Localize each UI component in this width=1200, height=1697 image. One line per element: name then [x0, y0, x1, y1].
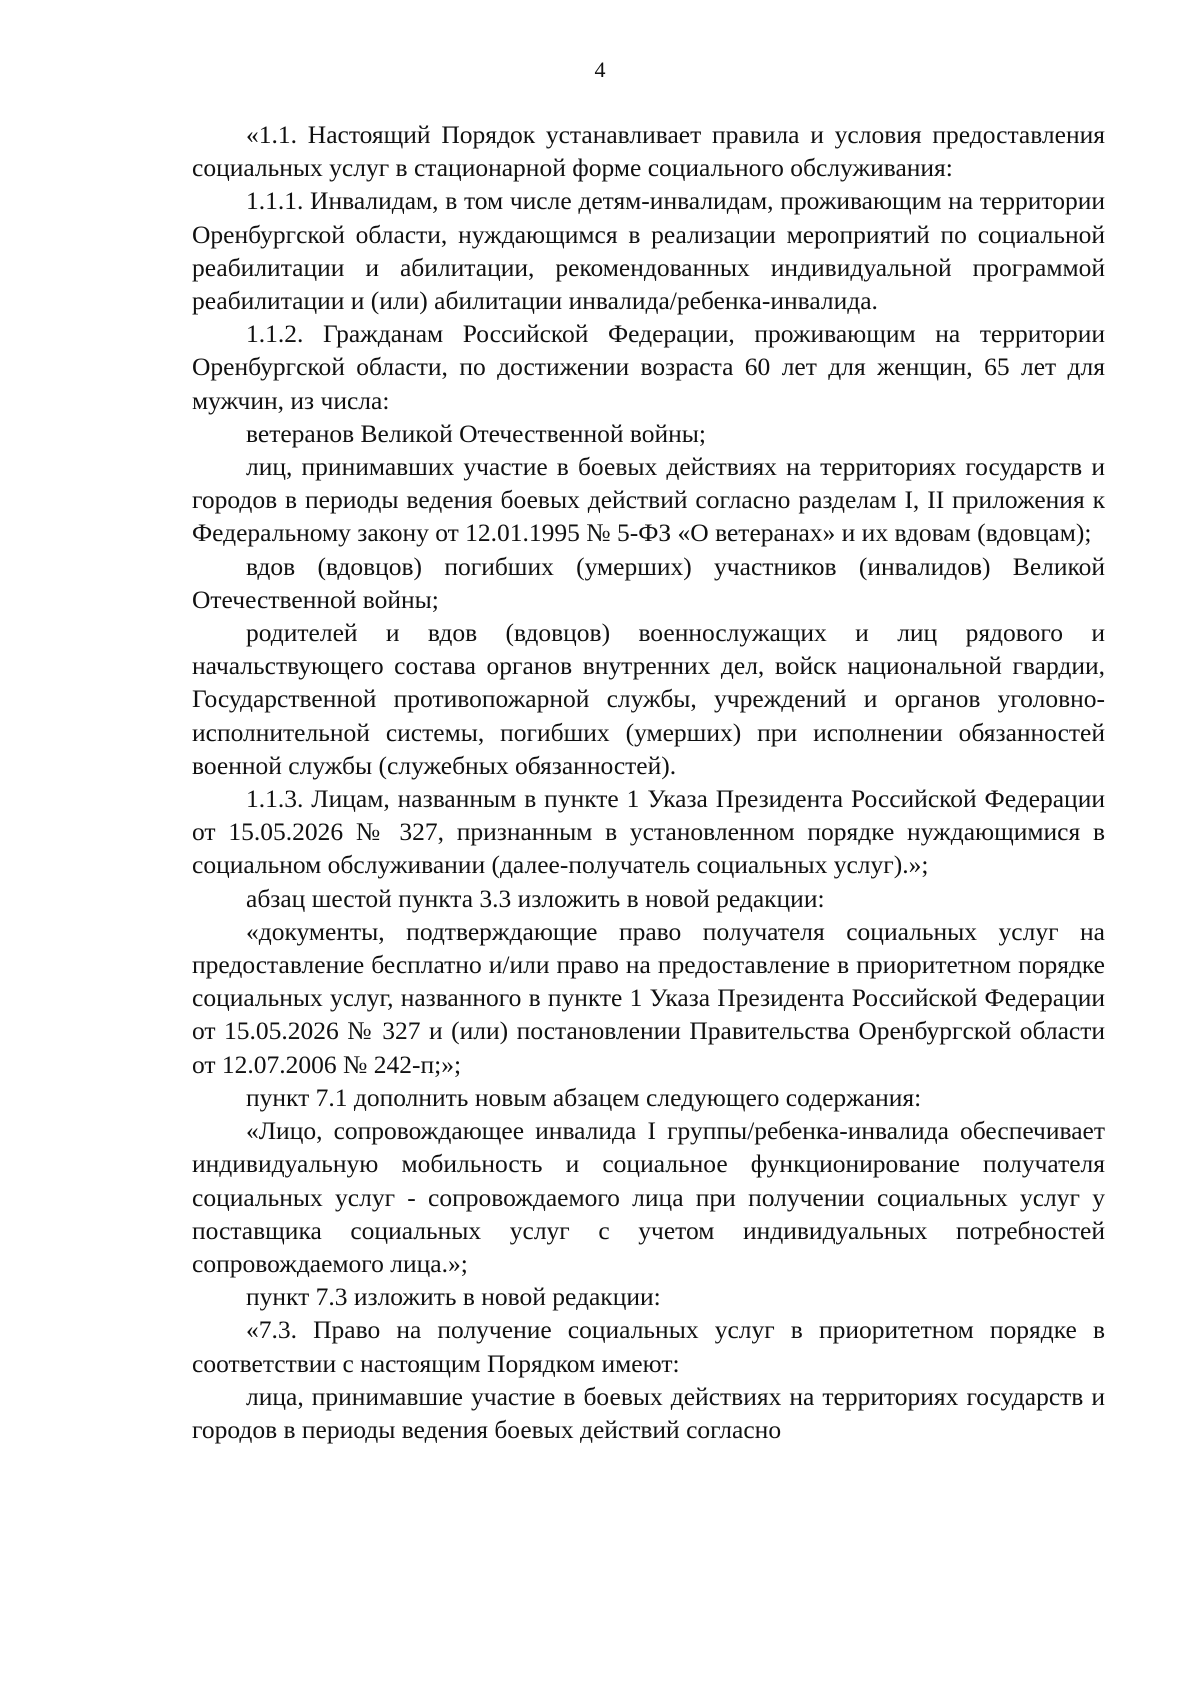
paragraph-1-1-3: 1.1.3. Лицам, названным в пункте 1 Указа Президента Российской Федерации от 15.05.2026 № 327, признанным в установленном порядке нуждающимися в социальном обслуживании (далее-получатель социальных услуг).»;: [192, 784, 1105, 880]
paragraph-1-1-2: 1.1.2. Гражданам Российской Федерации, проживающим на территории Оренбургской области, по достижении возраста 60 лет для женщин, 65 лет для мужчин, из числа:: [192, 319, 1105, 415]
amendment-instruction-7-3: пункт 7.3 изложить в новой редакции:: [246, 1282, 661, 1312]
page-number: 4: [594, 57, 606, 82]
amendment-instruction-3-3: абзац шестой пункта 3.3 изложить в новой редакции:: [246, 883, 825, 913]
paragraph-1-1-1: 1.1.1. Инвалидам, в том числе детям-инвалидам, проживающим на территории Оренбургской области, нуждающимся в реализации мероприятий по социальной реабилитации и абилитации, рекомендованных индивидуальной программой реабилитации и (или) абилитации инвалида/ребенка-инвалида.: [192, 186, 1105, 316]
amendment-text-3-3: «документы, подтверждающие право получателя социальных услуг на предоставление бесплатно и/или право на предоставление в приоритетном порядке социальных услуг, названного в пункте 1 Указа Президента Российской Федерации от 15.05.2026 № 327 и (или) постановлении Правительства Оренбургской области от 12.07.2006 № 242-п;»;: [192, 916, 1105, 1079]
list-item-widows-of-veterans: вдов (вдовцов) погибших (умерших) участников (инвалидов) Великой Отечественной войны;: [192, 551, 1105, 614]
amendment-instruction-7-1: пункт 7.1 дополнить новым абзацем следующего содержания:: [246, 1082, 922, 1112]
amendment-text-7-1: «Лицо, сопровождающее инвалида I группы/ребенка-инвалида обеспечивает индивидуальную мобильность и социальное функционирование получателя социальных услуг - сопровождаемого лица при получении социальных услуг у поставщика социальных услуг с учетом индивидуальных потребностей сопровождаемого лица.»;: [192, 1116, 1105, 1278]
document-body: [192, 118, 1105, 1446]
list-item-combat-participants-7-3: лица, принимавшие участие в боевых действиях на территориях государств и городов в периоды ведения боевых действий согласно: [192, 1381, 1105, 1444]
amendment-text-7-3: «7.3. Право на получение социальных услуг в приоритетном порядке в соответствии с настоящим Порядком имеют:: [192, 1315, 1105, 1378]
list-item-combat-participants: лиц, принимавших участие в боевых действиях на территориях государств и городов в периоды ведения боевых действий согласно разделам I, II приложения к Федеральному закону от 12.01.1995 № 5-ФЗ «О ветеранах» и их вдовам (вдовцам);: [192, 452, 1105, 548]
paragraph-1-1: «1.1. Настоящий Порядок устанавливает правила и условия предоставления социальных услуг в стационарной форме социального обслуживания:: [192, 120, 1105, 183]
list-item-parents-and-widows: родителей и вдов (вдовцов) военнослужащих и лиц рядового и начальствующего состава органов внутренних дел, войск национальной гвардии, Государственной противопожарной службы, учреждений и органов уголовно-исполнительной системы, погибших (умерших) при исполнении обязанностей военной службы (служебных обязанностей).: [192, 618, 1105, 780]
list-item-wwii-veterans: ветеранов Великой Отечественной войны;: [246, 418, 706, 448]
